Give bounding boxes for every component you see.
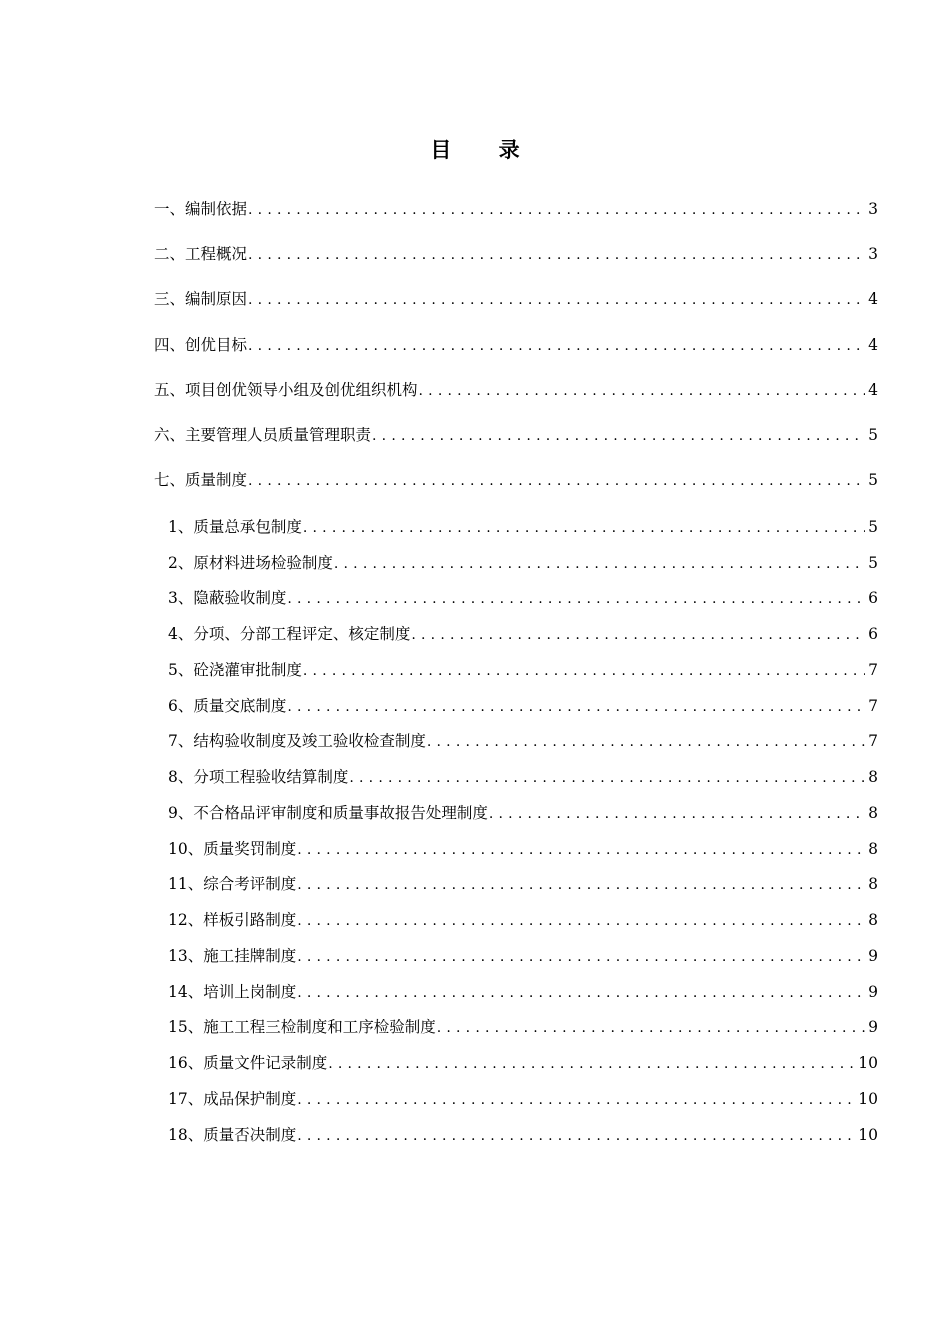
toc-leader-dots — [297, 910, 865, 932]
toc-leader-dots — [437, 1017, 865, 1039]
toc-leader-dots — [303, 660, 865, 682]
toc-subentry[interactable] — [168, 730, 878, 752]
toc-entry-title: 11、综合考评制度 — [168, 875, 297, 893]
toc-entry-page: 5 — [868, 518, 878, 536]
toc-subentry[interactable] — [168, 1088, 878, 1110]
toc-entry[interactable] — [154, 243, 878, 265]
toc-leader-dots — [328, 1053, 855, 1075]
toc-entry-title: 13、施工挂牌制度 — [168, 947, 297, 965]
toc-leader-dots — [297, 946, 865, 968]
toc-entry[interactable] — [154, 379, 878, 401]
toc-leader-dots — [287, 588, 865, 610]
toc-entry-title: 14、培训上岗制度 — [168, 983, 297, 1001]
toc-entry-page: 8 — [868, 911, 878, 929]
toc-leader-dots — [334, 553, 865, 575]
toc-entry-title: 3、隐蔽验收制度 — [168, 589, 287, 607]
toc-entry-title: 18、质量否决制度 — [168, 1126, 297, 1144]
toc-entry-page: 10 — [858, 1054, 878, 1072]
toc-entry-page: 4 — [868, 381, 878, 399]
toc-entry[interactable] — [154, 424, 878, 446]
toc-entry-page: 8 — [868, 840, 878, 858]
toc-entry[interactable] — [154, 334, 878, 356]
toc-entry-title: 三、编制原因 — [154, 290, 248, 308]
toc-leader-dots — [349, 767, 865, 789]
toc-entry-page: 7 — [868, 732, 878, 750]
toc-entry-page: 7 — [868, 697, 878, 715]
toc-entry-page: 10 — [858, 1090, 878, 1108]
toc-entry-page: 3 — [868, 245, 878, 263]
toc-leader-dots — [419, 380, 866, 402]
toc-entry-page: 10 — [858, 1126, 878, 1144]
toc-entry-title: 一、编制依据 — [154, 200, 248, 218]
toc-entry-page: 5 — [868, 554, 878, 572]
toc-entry-title: 10、质量奖罚制度 — [168, 840, 297, 858]
toc-entry-page: 5 — [868, 471, 878, 489]
toc-subentry[interactable] — [168, 659, 878, 681]
toc-entry-title: 12、样板引路制度 — [168, 911, 297, 929]
toc-leader-dots — [248, 470, 865, 492]
toc-entry-title: 6、质量交底制度 — [168, 697, 287, 715]
toc-leader-dots — [372, 425, 865, 447]
toc-subentry[interactable] — [168, 873, 878, 895]
toc-entry-title: 七、质量制度 — [154, 471, 248, 489]
toc-subentry[interactable] — [168, 981, 878, 1003]
toc-leader-dots — [411, 624, 865, 646]
toc-entry-title: 17、成品保护制度 — [168, 1090, 297, 1108]
toc-leader-dots — [287, 696, 865, 718]
toc-entry-page: 8 — [868, 804, 878, 822]
toc-entry[interactable] — [154, 469, 878, 491]
toc-entry-page: 3 — [868, 200, 878, 218]
toc-entry-title: 8、分项工程验收结算制度 — [168, 768, 349, 786]
toc-subentry[interactable] — [168, 838, 878, 860]
toc-entry-page: 9 — [868, 983, 878, 1001]
toc-subentry[interactable] — [168, 802, 878, 824]
toc-entry-title: 9、不合格品评审制度和质量事故报告处理制度 — [168, 804, 488, 822]
toc-leader-dots — [489, 803, 865, 825]
toc-leader-dots — [248, 199, 865, 221]
toc-subentry[interactable] — [168, 1124, 878, 1146]
toc-entry-page: 6 — [868, 625, 878, 643]
toc-leader-dots — [427, 731, 865, 753]
toc-subentry[interactable] — [168, 1052, 878, 1074]
toc-entry-title: 1、质量总承包制度 — [168, 518, 302, 536]
toc-leader-dots — [303, 517, 865, 539]
toc-entry-page: 9 — [868, 947, 878, 965]
toc-leader-dots — [297, 874, 865, 896]
toc-entry-title: 四、创优目标 — [154, 336, 248, 354]
toc-entry-title: 二、工程概况 — [154, 245, 248, 263]
toc-leader-dots — [248, 244, 865, 266]
toc-leader-dots — [248, 289, 865, 311]
toc-entry-page: 4 — [868, 336, 878, 354]
toc-entry-page: 4 — [868, 290, 878, 308]
toc-leader-dots — [297, 839, 865, 861]
toc-leader-dots — [297, 1089, 855, 1111]
toc-leader-dots — [297, 982, 865, 1004]
toc-entry-title: 5、砼浇灌审批制度 — [168, 661, 302, 679]
toc-entry-title: 15、施工工程三检制度和工序检验制度 — [168, 1018, 436, 1036]
toc-subentry[interactable] — [168, 552, 878, 574]
toc-leader-dots — [248, 335, 865, 357]
toc-leader-dots — [297, 1125, 855, 1147]
toc-subentry[interactable] — [168, 695, 878, 717]
toc-entry-page: 9 — [868, 1018, 878, 1036]
toc-subentry[interactable] — [168, 1016, 878, 1038]
toc-entry-page: 6 — [868, 589, 878, 607]
toc-entry[interactable] — [154, 198, 878, 220]
toc-subentry[interactable] — [168, 766, 878, 788]
toc-subentry[interactable] — [168, 516, 878, 538]
toc-entry-title: 2、原材料进场检验制度 — [168, 554, 333, 572]
toc-entry-title: 六、主要管理人员质量管理职责 — [154, 426, 372, 444]
page-title: 目 录 — [430, 137, 540, 162]
toc-entry-page: 8 — [868, 875, 878, 893]
toc-subentry[interactable] — [168, 587, 878, 609]
toc-subentry[interactable] — [168, 623, 878, 645]
toc-entry-page: 7 — [868, 661, 878, 679]
toc-entry-title: 16、质量文件记录制度 — [168, 1054, 328, 1072]
toc-entry-page: 5 — [868, 426, 878, 444]
toc-entry[interactable] — [154, 288, 878, 310]
toc-entry-title: 4、分项、分部工程评定、核定制度 — [168, 625, 411, 643]
toc-subentry[interactable] — [168, 945, 878, 967]
toc-subentry[interactable] — [168, 909, 878, 931]
toc-entry-page: 8 — [868, 768, 878, 786]
toc-entry-title: 7、结构验收制度及竣工验收检查制度 — [168, 732, 426, 750]
toc-entry-title: 五、项目创优领导小组及创优组织机构 — [154, 381, 418, 399]
